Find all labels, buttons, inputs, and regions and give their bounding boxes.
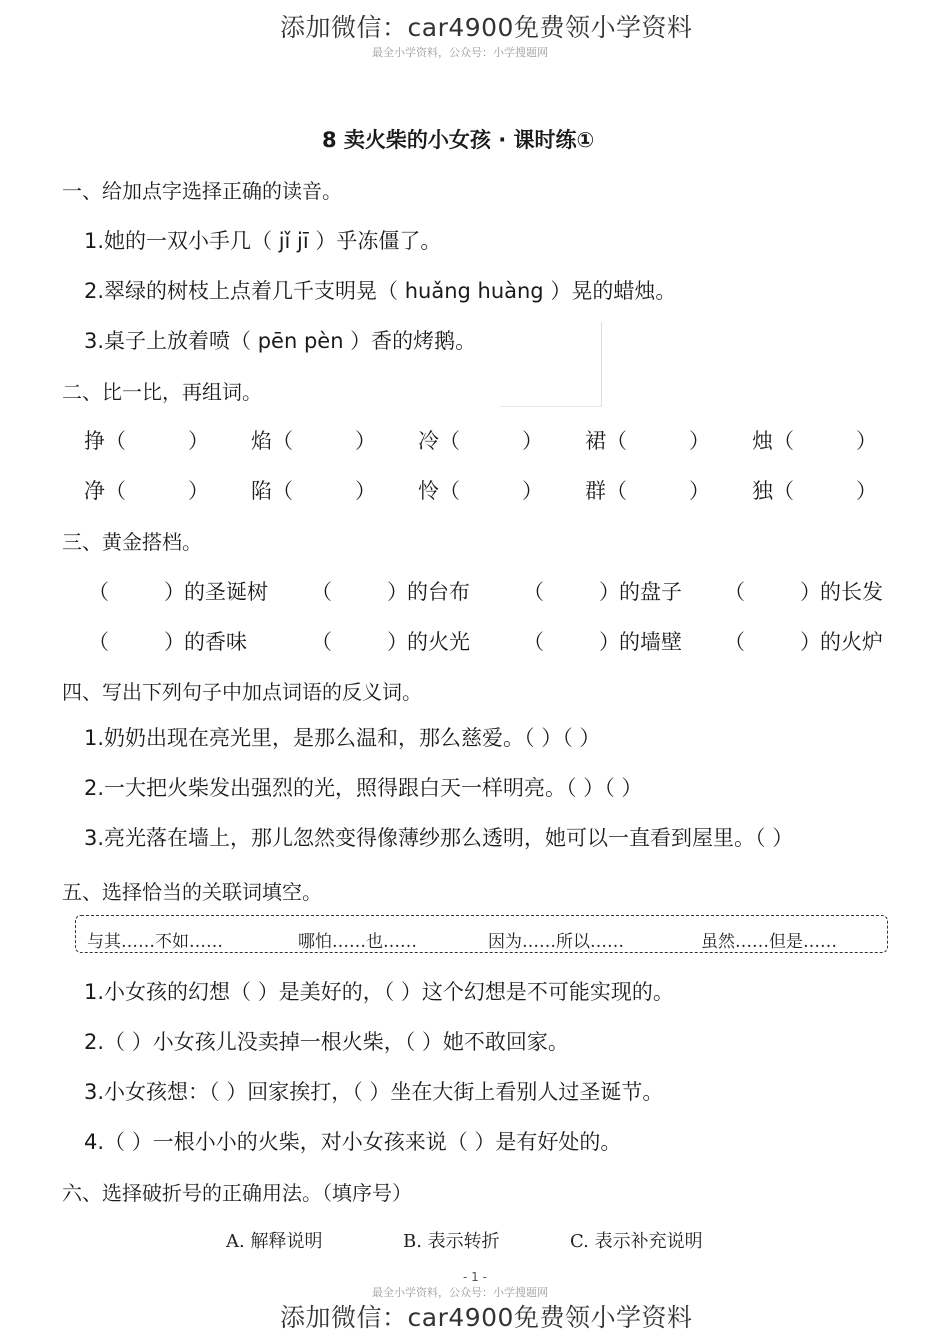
conjunction-option-1: 与其……不如……: [87, 932, 223, 952]
s2-r2-c5: 独（: [752, 479, 794, 503]
dash-usage-option-b: B. 表示转折: [403, 1231, 500, 1252]
s2-r1-c3: 冷（: [418, 429, 460, 453]
s3-r1-c2: 的台布: [407, 580, 470, 604]
s3-r2-c1: 的香味: [184, 630, 247, 654]
s1-question-1: 1.她的一双小手几（ jǐ jī ）乎冻僵了。: [84, 229, 442, 253]
s3-r2-c2: 的火光: [407, 630, 470, 654]
s3-r2-c3-close: ）: [599, 630, 620, 654]
s5-question-2: 2.（ ）小女孩儿没卖掉一根火柴，（ ）她不敢回家。: [84, 1030, 569, 1054]
s2-r1-c2-close: ）: [355, 429, 376, 453]
s4-question-3: 3.亮光落在墙上，那儿忽然变得像薄纱那么透明，她可以一直看到屋里。（ ）: [84, 826, 794, 850]
s2-r2-c2-close: ）: [355, 479, 376, 503]
s2-r1-c2: 焰（: [251, 429, 293, 453]
s2-r1-c4-close: ）: [689, 429, 710, 453]
s3-r2-c2-open: （: [311, 630, 332, 654]
s3-r1-c2-open: （: [311, 580, 332, 604]
dash-usage-option-a: A. 解释说明: [226, 1231, 323, 1252]
s2-r2-c3-close: ）: [522, 479, 543, 503]
scan-artifact-line: [601, 322, 602, 406]
s3-r1-c1-open: （: [88, 580, 109, 604]
s4-question-2: 2.一大把火柴发出强烈的光，照得跟白天一样明亮。（ ）（ ）: [84, 776, 643, 800]
s4-question-1: 1.奶奶出现在亮光里，是那么温和，那么慈爱。（ ）（ ）: [84, 726, 601, 750]
s3-r1-c3-open: （: [523, 580, 544, 604]
s2-r2-c3: 怜（: [418, 479, 460, 503]
s3-r1-c3: 的盘子: [619, 580, 682, 604]
watermark-bottom: 添加微信：car4900免费领小学资料: [280, 1303, 693, 1332]
s3-r1-c3-close: ）: [599, 580, 620, 604]
s3-r2-c2-close: ）: [387, 630, 408, 654]
s2-r2-c5-close: ）: [856, 479, 877, 503]
s2-r1-c4: 裙（: [585, 429, 627, 453]
section-6-heading: 六、选择破折号的正确用法。（填序号）: [62, 1181, 412, 1205]
s3-r2-c4-close: ）: [800, 630, 821, 654]
s5-question-3: 3.小女孩想：（ ）回家挨打，（ ）坐在大街上看别人过圣诞节。: [84, 1080, 664, 1104]
s3-r2-c1-open: （: [88, 630, 109, 654]
conjunction-option-2: 哪怕……也……: [298, 932, 417, 952]
dash-usage-option-c: C. 表示补充说明: [570, 1231, 703, 1252]
s5-question-4: 4.（ ）一根小小的火柴，对小女孩来说（ ）是有好处的。: [84, 1130, 622, 1154]
s3-r2-c4-open: （: [724, 630, 745, 654]
s2-r1-c3-close: ）: [522, 429, 543, 453]
section-1-heading: 一、给加点字选择正确的读音。: [62, 179, 342, 203]
s3-r1-c1: 的圣诞树: [184, 580, 268, 604]
page-title: 8 卖火柴的小女孩 · 课时练①: [322, 128, 595, 152]
s1-question-2: 2.翠绿的树枝上点着几千支明晃（ huǎng huàng ）晃的蜡烛。: [84, 279, 677, 303]
s2-r2-c2: 陷（: [251, 479, 293, 503]
section-4-heading: 四、写出下列句子中加点词语的反义词。: [62, 680, 422, 704]
section-5-heading: 五、选择恰当的关联词填空。: [62, 880, 322, 904]
s3-r1-c2-close: ）: [387, 580, 408, 604]
s3-r2-c3-open: （: [523, 630, 544, 654]
watermark-top: 添加微信：car4900免费领小学资料: [280, 13, 693, 42]
conjunction-option-3: 因为……所以……: [488, 932, 624, 952]
s1-question-3: 3.桌子上放着喷（ pēn pèn ）香的烤鹅。: [84, 329, 477, 353]
s3-r1-c4: 的长发: [820, 580, 883, 604]
faint-header-text: 最全小学资料，公众号：小学搜题网: [372, 46, 548, 59]
s5-question-1: 1.小女孩的幻想（ ）是美好的，（ ）这个幻想是不可能实现的。: [84, 980, 674, 1004]
scan-artifact-line: [500, 406, 602, 407]
s3-r2-c3: 的墙壁: [619, 630, 682, 654]
section-2-heading: 二、比一比，再组词。: [62, 380, 262, 404]
s2-r1-c5-close: ）: [856, 429, 877, 453]
s2-r1-c1: 挣（: [84, 429, 126, 453]
s3-r2-c4: 的火炉: [820, 630, 883, 654]
conjunction-option-4: 虽然……但是……: [701, 932, 837, 952]
s3-r2-c1-close: ）: [164, 630, 185, 654]
s2-r1-c1-close: ）: [188, 429, 209, 453]
s2-r2-c1: 净（: [84, 479, 126, 503]
s2-r1-c5: 烛（: [752, 429, 794, 453]
section-3-heading: 三、黄金搭档。: [62, 530, 202, 554]
s2-r2-c1-close: ）: [188, 479, 209, 503]
s3-r1-c1-close: ）: [164, 580, 185, 604]
s3-r1-c4-close: ）: [800, 580, 821, 604]
faint-footer-text: 最全小学资料，公众号：小学搜题网: [372, 1286, 548, 1299]
page-number: - 1 -: [463, 1270, 487, 1284]
s2-r2-c4-close: ）: [689, 479, 710, 503]
s2-r2-c4: 群（: [585, 479, 627, 503]
s3-r1-c4-open: （: [724, 580, 745, 604]
